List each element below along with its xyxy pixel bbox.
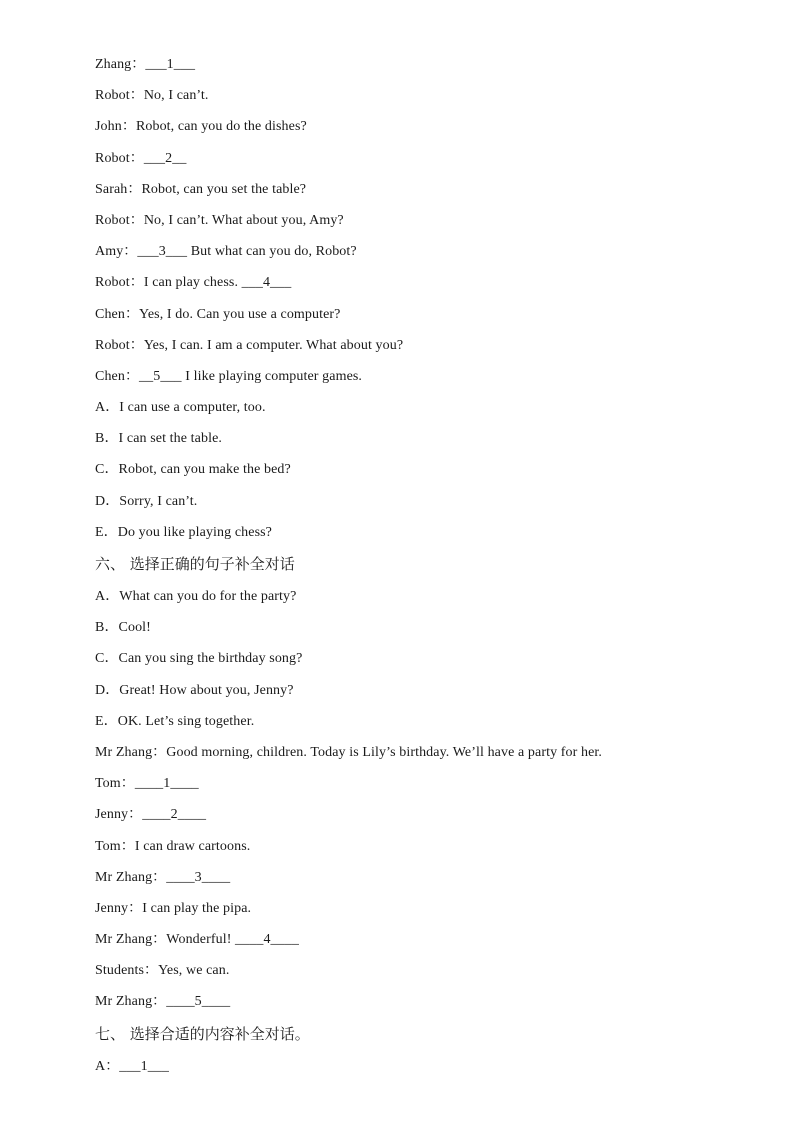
- dialogue-line: Robot：No, I can’t. What about you, Amy?: [95, 212, 344, 228]
- dialogue-line: Mr Zhang：____3____: [95, 869, 231, 885]
- option-b: B．I can set the table.: [95, 431, 222, 447]
- dialogue-line: Chen：Yes, I do. Can you use a computer?: [95, 306, 341, 322]
- dialogue-line: Chen：__5___ I like playing computer games.: [95, 368, 363, 384]
- dialogue-line: Tom：I can draw cartoons.: [95, 838, 251, 854]
- dialogue-line: John：Robot, can you do the dishes?: [95, 119, 307, 135]
- dialogue-line: Zhang：___1___: [95, 57, 196, 72]
- dialogue-line: Amy：___3___ But what can you do, Robot?: [95, 244, 357, 260]
- option-a: A．What can you do for the party?: [95, 589, 297, 604]
- dialogue-line: Students：Yes, we can.: [95, 963, 230, 979]
- option-c: C．Can you sing the birthday song?: [95, 651, 303, 667]
- dialogue-line: Mr Zhang：Good morning, children. Today is Lily’s birthday. We’ll have a party for her.: [95, 744, 603, 760]
- option-d: D．Sorry, I can’t.: [95, 493, 198, 509]
- option-d: D．Great! How about you, Jenny?: [95, 682, 294, 698]
- dialogue-line: Robot：___2__: [95, 150, 187, 166]
- dialogue-line: Tom：____1____: [95, 776, 199, 792]
- dialogue-line: Robot：Yes, I can. I am a computer. What about you?: [95, 337, 404, 353]
- dialogue-line: Sarah：Robot, can you set the table?: [95, 181, 307, 197]
- option-a: A．I can use a computer, too.: [95, 400, 266, 416]
- dialogue-line: Mr Zhang：Wonderful! ____4____: [95, 932, 299, 948]
- document-body: [95, 55, 735, 1088]
- option-b: B．Cool!: [95, 620, 151, 636]
- section-heading: 六、 选择正确的句子补全对话: [95, 555, 295, 573]
- dialogue-line: Mr Zhang：____5____: [95, 994, 231, 1010]
- dialogue-line: Jenny：I can play the pipa.: [95, 900, 252, 916]
- option-e: E．Do you like playing chess?: [95, 524, 272, 540]
- option-e: E．OK. Let’s sing together.: [95, 713, 255, 729]
- option-c: C．Robot, can you make the bed?: [95, 462, 291, 478]
- dialogue-line: A：___1___: [95, 1058, 170, 1074]
- dialogue-line: Robot：I can play chess. ___4___: [95, 275, 292, 291]
- dialogue-line: Jenny：____2____: [95, 807, 207, 823]
- section-heading: 七、 选择合适的内容补全对话。: [95, 1024, 310, 1043]
- dialogue-line: Robot：No, I can’t.: [95, 88, 209, 104]
